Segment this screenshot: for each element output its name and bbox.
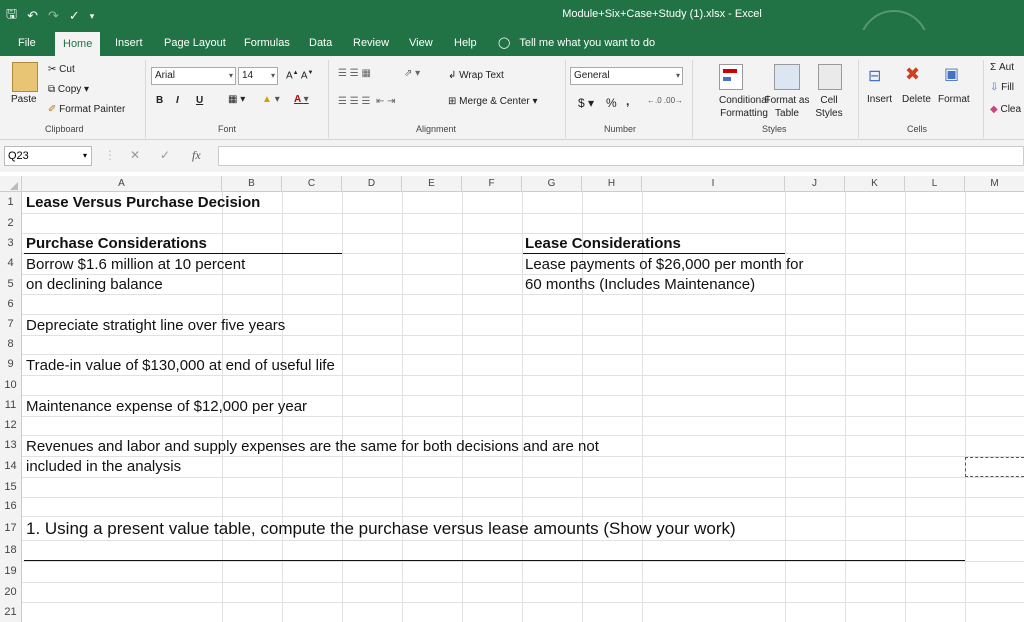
gridline bbox=[22, 477, 1024, 478]
cell-styles-label: Cell Styles bbox=[815, 95, 843, 119]
column-header[interactable]: H bbox=[582, 176, 642, 192]
divider bbox=[565, 60, 566, 138]
cut-button[interactable] bbox=[48, 64, 75, 75]
gridline bbox=[522, 192, 523, 622]
cell-a4[interactable]: Borrow $1.6 million at 10 percent bbox=[26, 256, 246, 273]
undo-icon[interactable]: ↶ bbox=[27, 8, 38, 23]
column-header[interactable]: K bbox=[845, 176, 905, 192]
currency-symbol: $ bbox=[578, 96, 585, 110]
insert-cells-icon[interactable]: ⊟ bbox=[868, 68, 882, 85]
format-as-table-label: Format as Table bbox=[764, 95, 810, 119]
cell-a13[interactable]: Revenues and labor and supply expenses are the same for both decisions and are not bbox=[26, 438, 599, 455]
fill-color-icon[interactable]: ▲ ▾ bbox=[262, 94, 280, 105]
row-header[interactable]: 1 bbox=[0, 192, 22, 213]
row-header[interactable]: 20 bbox=[0, 582, 22, 602]
column-header[interactable]: L bbox=[905, 176, 965, 192]
italic-button[interactable]: I bbox=[176, 95, 179, 106]
worksheet-grid[interactable] bbox=[0, 172, 1024, 622]
row-header[interactable]: 2 bbox=[0, 213, 22, 233]
font-color-icon[interactable]: A ▾ bbox=[294, 94, 309, 105]
gridline bbox=[22, 335, 1024, 336]
cell-a9[interactable]: Trade-in value of $130,000 at end of useful life bbox=[26, 357, 335, 374]
top-align-icon[interactable]: ☰ ☰ ▦ bbox=[338, 68, 371, 79]
paste-icon[interactable] bbox=[12, 62, 38, 92]
merge-icon: ⊞ bbox=[448, 96, 457, 107]
lease-heading[interactable]: Lease Considerations bbox=[525, 235, 681, 252]
name-box[interactable] bbox=[4, 146, 92, 166]
cell-a14[interactable]: included in the analysis bbox=[26, 458, 182, 475]
bold-button[interactable]: B bbox=[156, 95, 164, 106]
chevron-down-icon: ▾ bbox=[270, 71, 275, 80]
format-as-table-button[interactable] bbox=[762, 94, 812, 120]
column-header[interactable]: D bbox=[342, 176, 402, 192]
sheet-title[interactable]: Lease Versus Purchase Decision bbox=[26, 194, 261, 211]
conditional-formatting-label: Conditional Formatting bbox=[718, 95, 770, 119]
column-header[interactable]: G bbox=[522, 176, 582, 192]
format-as-table-icon[interactable] bbox=[774, 64, 800, 90]
cell-border bbox=[24, 560, 965, 561]
gridline bbox=[22, 416, 1024, 417]
clear-button[interactable] bbox=[990, 104, 1021, 115]
row-header[interactable]: 19 bbox=[0, 561, 22, 582]
styles-group-label: Styles bbox=[762, 124, 787, 134]
divider bbox=[145, 60, 146, 138]
autosum-label: Aut bbox=[998, 62, 1014, 73]
format-painter-label: Format Painter bbox=[59, 104, 126, 115]
copy-marquee bbox=[965, 457, 1024, 477]
gridline bbox=[22, 294, 1024, 295]
row-header[interactable]: 5 bbox=[0, 274, 22, 294]
row-header[interactable]: 7 bbox=[0, 314, 22, 335]
formula-input[interactable] bbox=[218, 146, 1024, 166]
sigma-icon: Σ bbox=[990, 62, 997, 73]
underline-button[interactable]: U bbox=[196, 95, 204, 106]
clear-label: Clea bbox=[1000, 104, 1022, 115]
paintbrush-icon: ✐ bbox=[48, 104, 57, 115]
column-header[interactable]: E bbox=[402, 176, 462, 192]
cells-group-label: Cells bbox=[907, 124, 928, 134]
select-all-button[interactable] bbox=[0, 176, 22, 192]
gridline bbox=[845, 192, 846, 622]
gridline bbox=[965, 192, 966, 622]
gridline bbox=[402, 192, 403, 622]
gridline bbox=[22, 354, 1024, 355]
window-title: Module+Six+Case+Study (1).xlsx - Excel bbox=[562, 8, 762, 20]
formula-bar bbox=[0, 140, 1024, 172]
gridline bbox=[22, 314, 1024, 315]
cell-border bbox=[523, 253, 785, 254]
row-header[interactable]: 17 bbox=[0, 516, 22, 540]
font-size-value: 14 bbox=[242, 70, 254, 81]
comma-button[interactable]: , bbox=[626, 94, 630, 108]
customize-qat-icon[interactable]: ▾ bbox=[89, 10, 95, 21]
format-cells-icon[interactable]: ▣ bbox=[944, 66, 960, 83]
chevron-down-icon: ▾ bbox=[228, 71, 233, 80]
column-header[interactable]: A bbox=[22, 176, 222, 192]
gridline bbox=[22, 375, 1024, 376]
ribbon-tabs bbox=[0, 30, 1024, 56]
number-format-value: General bbox=[574, 70, 610, 81]
row-header[interactable]: 8 bbox=[0, 335, 22, 354]
gridline bbox=[905, 192, 906, 622]
decimal-icon[interactable]: ←.0 .00→ bbox=[647, 96, 684, 105]
row-header[interactable]: 3 bbox=[0, 233, 22, 253]
insert-function-button[interactable]: fx bbox=[192, 148, 201, 162]
column-header[interactable]: C bbox=[282, 176, 342, 192]
tab-page-layout[interactable]: Page Layout bbox=[164, 37, 226, 49]
cell-styles-icon[interactable] bbox=[818, 64, 842, 90]
save-icon[interactable]: 🖫 bbox=[6, 6, 18, 21]
paste-button[interactable]: Paste bbox=[11, 94, 37, 105]
tab-data[interactable]: Data bbox=[309, 37, 333, 49]
delete-cells-icon[interactable]: ✖ bbox=[905, 64, 921, 84]
tab-help[interactable]: Help bbox=[454, 37, 477, 49]
clipboard-group-label: Clipboard bbox=[45, 124, 84, 134]
wrap-text-label: Wrap Text bbox=[459, 70, 504, 81]
cancel-icon[interactable]: ✕ bbox=[130, 148, 141, 162]
format-painter-button[interactable] bbox=[48, 104, 125, 115]
merge-center-label: Merge & Center bbox=[459, 96, 530, 107]
column-header[interactable]: B bbox=[222, 176, 282, 192]
row-header[interactable]: 4 bbox=[0, 253, 22, 274]
tell-me-box[interactable] bbox=[498, 30, 655, 56]
lightbulb-icon: ◯ bbox=[498, 37, 511, 49]
gridline bbox=[342, 192, 343, 622]
borders-icon[interactable]: ▦ ▾ bbox=[228, 94, 246, 105]
divider bbox=[328, 60, 329, 138]
fill-down-icon: ⇩ bbox=[990, 82, 999, 93]
cell-a7[interactable]: Depreciate stratight line over five years bbox=[26, 317, 286, 334]
row-header[interactable]: 16 bbox=[0, 497, 22, 516]
gridline bbox=[22, 516, 1024, 517]
gridline bbox=[22, 213, 1024, 214]
copy-button[interactable]: ⧉ Copy ▾ bbox=[48, 84, 90, 95]
row-header[interactable]: 14 bbox=[0, 456, 22, 477]
tab-home[interactable]: Home bbox=[55, 32, 100, 56]
row-header[interactable]: 18 bbox=[0, 540, 22, 561]
grow-font-button[interactable]: A▲ A▼ bbox=[286, 70, 314, 82]
cut-label: Cut bbox=[59, 64, 75, 75]
gridline bbox=[22, 497, 1024, 498]
format-button[interactable]: Format bbox=[938, 94, 970, 105]
row-header[interactable]: 6 bbox=[0, 294, 22, 314]
divider bbox=[983, 60, 984, 138]
tab-insert[interactable]: Insert bbox=[115, 37, 143, 49]
row-header[interactable]: 11 bbox=[0, 395, 22, 416]
number-group-label: Number bbox=[604, 124, 637, 134]
gridline bbox=[22, 540, 1024, 541]
insert-button[interactable]: Insert bbox=[867, 94, 893, 105]
cell-a17[interactable]: 1. Using a present value table, compute the purchase versus lease amounts (Show your work) bbox=[26, 519, 736, 538]
chevron-down-icon: ▾ bbox=[82, 151, 87, 160]
cell-styles-button[interactable] bbox=[810, 94, 848, 120]
fill-label: Fill bbox=[1001, 82, 1014, 93]
gridline bbox=[462, 192, 463, 622]
row-header[interactable]: 21 bbox=[0, 602, 22, 622]
purchase-heading[interactable]: Purchase Considerations bbox=[26, 235, 207, 252]
eraser-icon: ◆ bbox=[990, 104, 998, 115]
cell-border bbox=[24, 253, 342, 254]
column-header[interactable]: M bbox=[990, 178, 999, 189]
divider bbox=[858, 60, 859, 138]
copy-icon: ⧉ bbox=[48, 84, 56, 95]
font-name-value: Arial bbox=[155, 70, 176, 81]
more-icon: ⋮ bbox=[104, 148, 116, 162]
tell-me-label: Tell me what you want to do bbox=[519, 37, 656, 49]
row-header[interactable]: 10 bbox=[0, 375, 22, 395]
gridline bbox=[22, 274, 1024, 275]
tab-review[interactable]: Review bbox=[353, 37, 390, 49]
font-name-select[interactable] bbox=[151, 67, 236, 85]
row-header[interactable]: 12 bbox=[0, 416, 22, 435]
divider bbox=[692, 60, 693, 138]
gridline bbox=[22, 561, 1024, 562]
conditional-formatting-icon[interactable] bbox=[719, 64, 743, 90]
enter-icon[interactable]: ✓ bbox=[160, 148, 171, 162]
column-header[interactable]: I bbox=[642, 176, 785, 192]
gridline bbox=[22, 602, 1024, 603]
currency-button[interactable]: $ ▾ bbox=[578, 96, 595, 110]
title-bar bbox=[0, 0, 1024, 30]
gridline bbox=[22, 435, 1024, 436]
row-header[interactable]: 15 bbox=[0, 477, 22, 497]
orientation-icon[interactable]: ⇗ ▾ bbox=[404, 68, 421, 79]
copy-label: Copy bbox=[57, 84, 82, 95]
align-left-icon[interactable]: ☰ ☰ ☰ ⇤ ⇥ bbox=[338, 96, 396, 107]
percent-button[interactable]: % bbox=[606, 96, 617, 110]
chevron-down-icon: ▾ bbox=[675, 71, 680, 80]
tab-view[interactable]: View bbox=[409, 37, 433, 49]
wrap-text-button[interactable] bbox=[448, 70, 504, 81]
merge-center-button[interactable]: ⊞ Merge & Center ▾ bbox=[448, 96, 538, 107]
cell-a11[interactable]: Maintenance expense of $12,000 per year bbox=[26, 398, 308, 415]
gridline bbox=[22, 582, 1024, 583]
number-format-select[interactable] bbox=[570, 67, 683, 85]
fill-button[interactable] bbox=[990, 82, 1014, 93]
ribbon-home bbox=[0, 56, 1024, 140]
wrap-text-icon: ↲ bbox=[448, 70, 457, 81]
redo-icon[interactable]: ↷ bbox=[47, 8, 59, 23]
autosum-button[interactable] bbox=[990, 62, 1014, 73]
delete-button[interactable]: Delete bbox=[902, 94, 931, 105]
font-group-label: Font bbox=[218, 124, 237, 134]
tab-file[interactable]: File bbox=[18, 37, 36, 49]
column-header[interactable]: J bbox=[785, 176, 845, 192]
gridline bbox=[22, 395, 1024, 396]
gridline bbox=[22, 456, 1024, 457]
row-header[interactable]: 13 bbox=[0, 435, 22, 456]
cell-g5[interactable]: 60 months (Includes Maintenance) bbox=[525, 276, 756, 293]
alignment-group-label: Alignment bbox=[416, 124, 457, 134]
column-header[interactable]: F bbox=[462, 176, 522, 192]
column-headers bbox=[0, 176, 1024, 192]
spelling-icon[interactable]: ✓ bbox=[68, 8, 80, 23]
tab-formulas[interactable]: Formulas bbox=[244, 37, 290, 49]
scissors-icon: ✂ bbox=[48, 64, 57, 75]
font-size-select[interactable] bbox=[238, 67, 278, 85]
cell-a5[interactable]: on declining balance bbox=[26, 276, 163, 293]
name-box-value: Q23 bbox=[8, 150, 29, 162]
cell-g4[interactable]: Lease payments of $26,000 per month for bbox=[525, 256, 804, 273]
row-header[interactable]: 9 bbox=[0, 354, 22, 375]
gridline bbox=[22, 233, 1024, 234]
